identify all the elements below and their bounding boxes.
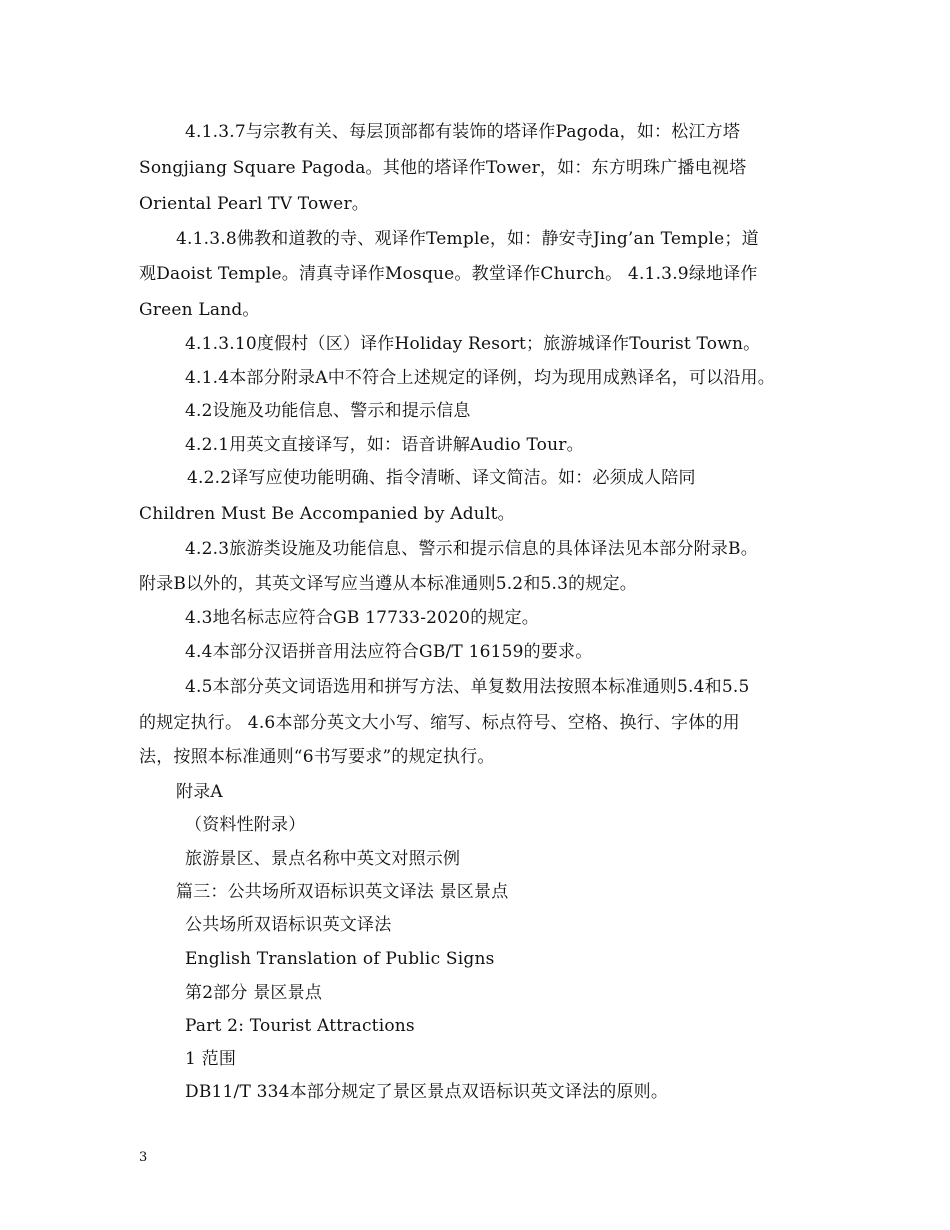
text-line: Children Must Be Accompanied by Adult。: [139, 504, 515, 524]
text-line: （资料性附录）: [185, 815, 306, 835]
text-line: Oriental Pearl TV Tower。: [139, 194, 369, 214]
text-line: 4.5本部分英文词语选用和拼写方法、单复数用法按照本标准通则5.4和5.5: [185, 677, 750, 697]
text-line: Part 2: Tourist Attractions: [185, 1016, 415, 1036]
text-line: 4.2.2译写应使功能明确、指令清晰、译文简洁。如：必须成人陪同: [187, 468, 696, 488]
text-line: 4.1.3.7与宗教有关、每层顶部都有装饰的塔译作Pagoda，如：松江方塔: [185, 122, 741, 142]
text-line: Green Land。: [139, 300, 260, 320]
text-line: 4.1.3.10度假村（区）译作Holiday Resort；旅游城译作Tourist Town。: [185, 334, 761, 354]
text-line: 附录B以外的，其英文译写应当遵从本标准通则5.2和5.3的规定。: [139, 574, 637, 594]
text-line: 旅游景区、景点名称中英文对照示例: [185, 849, 461, 869]
text-line: 篇三：公共场所双语标识英文译法 景区景点: [176, 882, 509, 902]
text-line: 公共场所双语标识英文译法: [185, 915, 392, 935]
text-line: DB11/T 334本部分规定了景区景点双语标识英文译法的原则。: [185, 1082, 669, 1102]
text-line: 的规定执行。 4.6本部分英文大小写、缩写、标点符号、空格、换行、字体的用: [139, 713, 740, 733]
text-line: 4.2.3旅游类设施及功能信息、警示和提示信息的具体译法见本部分附录B。: [185, 539, 758, 559]
text-line: 4.1.3.8佛教和道教的寺、观译作Temple，如：静安寺Jing’an Temple；道: [176, 229, 759, 249]
text-line: 1 范围: [185, 1049, 237, 1069]
text-line: 观Daoist Temple。清真寺译作Mosque。教堂译作Church。 4.1.3.9绿地译作: [139, 264, 758, 284]
text-line: 4.1.4本部分附录A中不符合上述规定的译例，均为现用成熟译名，可以沿用。: [185, 368, 775, 388]
text-line: 4.3地名标志应符合GB 17733-2020的规定。: [185, 608, 539, 628]
page-number: 3: [139, 1150, 148, 1165]
text-line: 4.2设施及功能信息、警示和提示信息: [185, 401, 471, 421]
text-line: English Translation of Public Signs: [185, 949, 495, 969]
text-line: 第2部分 景区景点: [185, 983, 323, 1003]
text-line: Songjiang Square Pagoda。其他的塔译作Tower，如：东方明珠广播电视塔: [139, 158, 747, 178]
text-line: 附录A: [176, 782, 223, 802]
text-line: 4.2.1用英文直接译写，如：语音讲解Audio Tour。: [185, 435, 584, 455]
text-line: 法，按照本标准通则“6书写要求”的规定执行。: [139, 747, 495, 767]
text-line: 4.4本部分汉语拼音用法应符合GB/T 16159的要求。: [185, 642, 593, 662]
